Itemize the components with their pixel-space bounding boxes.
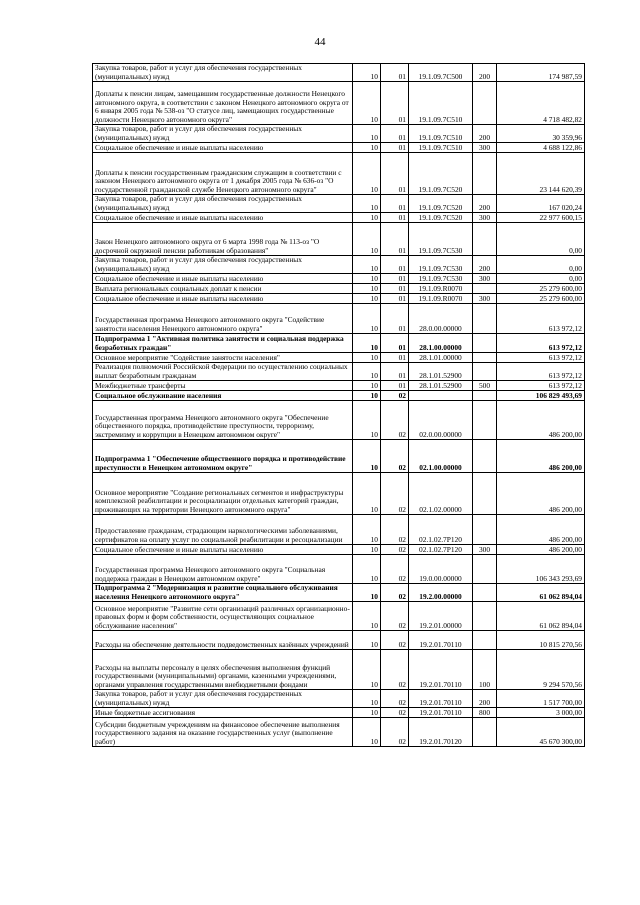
cell-name: Закупка товаров, работ и услуг для обеспечения государственных (муниципальных) нужд (93, 690, 353, 708)
cell-code: 19.1.09.R0070 (409, 284, 473, 294)
cell-section: 10 (353, 631, 381, 650)
cell-code: 19.1.09.7C520 (409, 195, 473, 213)
cell-code: 19.2.00.00000 (409, 584, 473, 602)
cell-code: 19.1.09.7C510 (409, 125, 473, 143)
cell-code: 19.2.01.00000 (409, 602, 473, 631)
cell-subsection: 01 (381, 274, 409, 284)
cell-sum: 30 359,96 (497, 125, 585, 143)
table-row (93, 256, 585, 274)
cell-name: Основное мероприятие "Содействие занятости населения" (93, 353, 353, 363)
cell-subsection: 01 (381, 143, 409, 153)
cell-code: 19.1.09.7C510 (409, 82, 473, 125)
cell-subsection: 02 (381, 631, 409, 650)
cell-subsection: 01 (381, 334, 409, 353)
cell-expense-type (473, 304, 497, 334)
cell-subsection: 02 (381, 545, 409, 555)
table-row (93, 353, 585, 363)
table-row (93, 473, 585, 515)
cell-code: 19.2.01.70110 (409, 650, 473, 690)
cell-sum: 25 279 600,00 (497, 294, 585, 304)
cell-expense-type: 300 (473, 213, 497, 223)
cell-sum: 613 972,12 (497, 304, 585, 334)
cell-expense-type (473, 363, 497, 381)
cell-section: 10 (353, 515, 381, 545)
cell-sum: 4 718 482,82 (497, 82, 585, 125)
cell-subsection: 02 (381, 515, 409, 545)
cell-section: 10 (353, 473, 381, 515)
cell-sum: 486 200,00 (497, 440, 585, 473)
cell-expense-type: 300 (473, 294, 497, 304)
table-row (93, 274, 585, 284)
page-number: 44 (314, 36, 326, 48)
cell-name: Закупка товаров, работ и услуг для обеспечения государственных (муниципальных) нужд (93, 64, 353, 82)
cell-section: 10 (353, 334, 381, 353)
cell-subsection: 01 (381, 381, 409, 391)
table-row (93, 284, 585, 294)
cell-name: Закон Ненецкого автономного округа от 6 марта 1998 года № 113-оз "О досрочной окружной пенсии работникам образования" (93, 223, 353, 256)
cell-expense-type (473, 284, 497, 294)
cell-code: 19.1.09.7C530 (409, 274, 473, 284)
table-row (93, 195, 585, 213)
table-row (93, 718, 585, 747)
cell-expense-type: 800 (473, 708, 497, 718)
cell-expense-type: 200 (473, 64, 497, 82)
cell-code: 02.1.02.00000 (409, 473, 473, 515)
cell-subsection: 01 (381, 64, 409, 82)
cell-expense-type (473, 718, 497, 747)
cell-sum: 61 062 894,04 (497, 602, 585, 631)
cell-name: Государственная программа Ненецкого автономного округа "Содействие занятости населения Ненецкого автономного округа" (93, 304, 353, 334)
cell-section: 10 (353, 363, 381, 381)
table-row (93, 440, 585, 473)
cell-sum: 613 972,12 (497, 334, 585, 353)
cell-sum: 613 972,12 (497, 381, 585, 391)
table-row (93, 602, 585, 631)
cell-section: 10 (353, 304, 381, 334)
cell-subsection: 01 (381, 125, 409, 143)
cell-subsection: 02 (381, 440, 409, 473)
cell-code: 19.2.01.70110 (409, 690, 473, 708)
cell-section: 10 (353, 223, 381, 256)
cell-name: Социальное обеспечение и иные выплаты населению (93, 274, 353, 284)
cell-section: 10 (353, 584, 381, 602)
cell-subsection: 01 (381, 256, 409, 274)
cell-expense-type (473, 555, 497, 584)
cell-code: 28.1.01.00000 (409, 353, 473, 363)
cell-subsection: 02 (381, 401, 409, 440)
cell-expense-type (473, 631, 497, 650)
cell-sum: 613 972,12 (497, 353, 585, 363)
cell-subsection: 02 (381, 473, 409, 515)
cell-code: 19.2.01.70120 (409, 718, 473, 747)
cell-name: Предоставление гражданам, страдающим наркологическими заболеваниями, сертификатов на оплату услуг по социальной реабилитации и ресоциализации (93, 515, 353, 545)
cell-expense-type: 300 (473, 545, 497, 555)
cell-section: 10 (353, 381, 381, 391)
table-row (93, 631, 585, 650)
cell-subsection: 02 (381, 584, 409, 602)
cell-sum: 167 020,24 (497, 195, 585, 213)
cell-name: Субсидии бюджетным учреждениям на финансовое обеспечение выполнения государственного задания на оказание государственных услуг (выполнение работ) (93, 718, 353, 747)
table-row (93, 304, 585, 334)
cell-name: Закупка товаров, работ и услуг для обеспечения государственных (муниципальных) нужд (93, 256, 353, 274)
cell-sum: 486 200,00 (497, 401, 585, 440)
table-row (93, 708, 585, 718)
cell-sum: 106 829 493,69 (497, 391, 585, 401)
table-row (93, 82, 585, 125)
cell-code: 28.0.00.00000 (409, 304, 473, 334)
cell-subsection: 01 (381, 363, 409, 381)
cell-section: 10 (353, 690, 381, 708)
cell-sum: 3 000,00 (497, 708, 585, 718)
cell-code: 19.1.09.7C520 (409, 153, 473, 195)
cell-name: Реализация полномочий Российской Федерации по осуществлению социальных выплат безработным гражданам (93, 363, 353, 381)
cell-code (409, 391, 473, 401)
cell-expense-type: 300 (473, 143, 497, 153)
cell-section: 10 (353, 274, 381, 284)
cell-code: 02.1.02.7P120 (409, 545, 473, 555)
table-row (93, 143, 585, 153)
cell-expense-type (473, 353, 497, 363)
table-row (93, 545, 585, 555)
cell-sum: 106 343 293,69 (497, 555, 585, 584)
cell-name: Социальное обслуживание населения (93, 391, 353, 401)
cell-sum: 174 987,59 (497, 64, 585, 82)
cell-sum: 0,00 (497, 274, 585, 284)
cell-expense-type: 200 (473, 195, 497, 213)
cell-subsection: 02 (381, 555, 409, 584)
cell-section: 10 (353, 64, 381, 82)
cell-sum: 9 294 570,56 (497, 650, 585, 690)
cell-expense-type: 200 (473, 690, 497, 708)
cell-subsection: 01 (381, 195, 409, 213)
cell-subsection: 02 (381, 708, 409, 718)
cell-code: 19.1.09.R0070 (409, 294, 473, 304)
cell-subsection: 02 (381, 690, 409, 708)
cell-code: 19.1.09.7C510 (409, 143, 473, 153)
cell-section: 10 (353, 125, 381, 143)
cell-name: Основное мероприятие "Создание региональных сегментов и инфраструктуры комплексной реабилитации и ресоциализации отдельных категорий граждан, проживающих на территории Ненецкого автономного округа" (93, 473, 353, 515)
cell-section: 10 (353, 284, 381, 294)
cell-expense-type: 200 (473, 125, 497, 143)
budget-table (92, 63, 585, 747)
cell-section: 10 (353, 213, 381, 223)
cell-code: 19.2.01.70110 (409, 631, 473, 650)
cell-sum: 1 517 700,00 (497, 690, 585, 708)
cell-name: Закупка товаров, работ и услуг для обеспечения государственных (муниципальных) нужд (93, 125, 353, 143)
table-row (93, 213, 585, 223)
cell-name: Основное мероприятие "Развитие сети организаций различных организационно-правовых форм и форм собственности, осуществляющих социальное обслуживание населения" (93, 602, 353, 631)
table-row (93, 690, 585, 708)
cell-name: Расходы на обеспечение деятельности подведомственных казённых учреждений (93, 631, 353, 650)
cell-sum: 23 144 620,39 (497, 153, 585, 195)
cell-section: 10 (353, 602, 381, 631)
cell-code: 19.1.09.7C520 (409, 213, 473, 223)
table-row (93, 223, 585, 256)
cell-code: 28.1.01.52900 (409, 381, 473, 391)
cell-code: 19.2.01.70110 (409, 708, 473, 718)
cell-section: 10 (353, 401, 381, 440)
cell-subsection: 01 (381, 82, 409, 125)
table-row (93, 334, 585, 353)
cell-code: 19.0.00.00000 (409, 555, 473, 584)
table-row (93, 555, 585, 584)
cell-expense-type (473, 153, 497, 195)
cell-sum: 613 972,12 (497, 363, 585, 381)
cell-sum: 10 815 270,56 (497, 631, 585, 650)
cell-section: 10 (353, 545, 381, 555)
table-row (93, 125, 585, 143)
cell-code: 19.1.09.7C500 (409, 64, 473, 82)
cell-code: 02.0.00.00000 (409, 401, 473, 440)
table-row (93, 381, 585, 391)
cell-name: Социальное обеспечение и иные выплаты населению (93, 143, 353, 153)
cell-subsection: 02 (381, 602, 409, 631)
cell-expense-type (473, 440, 497, 473)
cell-expense-type: 300 (473, 274, 497, 284)
cell-name: Закупка товаров, работ и услуг для обеспечения государственных (муниципальных) нужд (93, 195, 353, 213)
cell-section: 10 (353, 708, 381, 718)
cell-name: Подпрограмма 1 "Обеспечение общественного порядка и противодействие преступности в Ненецком автономном округе" (93, 440, 353, 473)
table-row (93, 650, 585, 690)
cell-code: 02.1.00.00000 (409, 440, 473, 473)
cell-sum: 25 279 600,00 (497, 284, 585, 294)
cell-section: 10 (353, 195, 381, 213)
cell-expense-type: 200 (473, 256, 497, 274)
cell-section: 10 (353, 256, 381, 274)
cell-subsection: 01 (381, 213, 409, 223)
cell-section: 10 (353, 391, 381, 401)
cell-subsection: 02 (381, 718, 409, 747)
cell-expense-type (473, 401, 497, 440)
cell-code: 19.1.09.7C530 (409, 256, 473, 274)
cell-expense-type: 100 (473, 650, 497, 690)
cell-expense-type (473, 584, 497, 602)
cell-sum: 486 200,00 (497, 473, 585, 515)
cell-name: Социальное обеспечение и иные выплаты населению (93, 213, 353, 223)
cell-name: Иные бюджетные ассигнования (93, 708, 353, 718)
table-row (93, 153, 585, 195)
table-row (93, 294, 585, 304)
cell-code: 28.1.01.52900 (409, 363, 473, 381)
cell-sum: 0,00 (497, 223, 585, 256)
cell-code: 02.1.02.7P120 (409, 515, 473, 545)
cell-code: 28.1.00.00000 (409, 334, 473, 353)
cell-section: 10 (353, 294, 381, 304)
cell-sum: 45 670 300,00 (497, 718, 585, 747)
cell-name: Межбюджетные трансферты (93, 381, 353, 391)
cell-expense-type (473, 515, 497, 545)
cell-subsection: 01 (381, 304, 409, 334)
cell-name: Подпрограмма 2 "Модернизация и развитие социального обслуживания населения Ненецкого автономного округа" (93, 584, 353, 602)
cell-expense-type (473, 82, 497, 125)
cell-sum: 22 977 600,15 (497, 213, 585, 223)
cell-name: Социальное обеспечение и иные выплаты населению (93, 545, 353, 555)
cell-expense-type (473, 602, 497, 631)
cell-name: Расходы на выплаты персоналу в целях обеспечения выполнения функций государственными (муниципальными) органами, казенными учреждениями, органами управления государственными внебюджетными фондами (93, 650, 353, 690)
table-row (93, 401, 585, 440)
cell-name: Выплата региональных социальных доплат к пенсии (93, 284, 353, 294)
cell-expense-type: 500 (473, 381, 497, 391)
cell-subsection: 01 (381, 223, 409, 256)
cell-section: 10 (353, 153, 381, 195)
cell-subsection: 01 (381, 153, 409, 195)
cell-expense-type (473, 334, 497, 353)
cell-name: Социальное обеспечение и иные выплаты населению (93, 294, 353, 304)
cell-name: Государственная программа Ненецкого автономного округа "Социальная поддержка граждан в Ненецком автономном округе" (93, 555, 353, 584)
cell-code: 19.1.09.7C530 (409, 223, 473, 256)
cell-section: 10 (353, 353, 381, 363)
cell-subsection: 01 (381, 353, 409, 363)
cell-section: 10 (353, 555, 381, 584)
cell-sum: 4 688 122,86 (497, 143, 585, 153)
cell-section: 10 (353, 440, 381, 473)
cell-sum: 486 200,00 (497, 545, 585, 555)
cell-sum: 61 062 894,04 (497, 584, 585, 602)
table-row (93, 363, 585, 381)
cell-name: Доплаты к пенсии государственным гражданским служащим в соответствии с законом Ненецкого автономного округа от 1 декабря 2005 года № 636-оз "О государственной гражданской службе Ненецкого автономного округа" (93, 153, 353, 195)
cell-subsection: 02 (381, 391, 409, 401)
cell-expense-type (473, 473, 497, 515)
cell-name: Государственная программа Ненецкого автономного округа "Обеспечение общественного порядка, противодействие преступности, терроризму, экстремизму и коррупции в Ненецком автономном округе" (93, 401, 353, 440)
cell-section: 10 (353, 718, 381, 747)
table-row (93, 584, 585, 602)
cell-section: 10 (353, 650, 381, 690)
cell-subsection: 01 (381, 284, 409, 294)
cell-expense-type (473, 223, 497, 256)
cell-section: 10 (353, 143, 381, 153)
cell-subsection: 01 (381, 294, 409, 304)
table-row (93, 64, 585, 82)
cell-name: Подпрограмма 1 "Активная политика занятости и социальная поддержка безработных граждан" (93, 334, 353, 353)
cell-name: Доплаты к пенсии лицам, замещавшим государственные должности Ненецкого автономного округа, в соответствии с законом Ненецкого автономного округа от 6 января 2005 года № 538-оз "О статусе лиц, замещающих государственные должности Ненецкого автономного округа" (93, 82, 353, 125)
table-row (93, 391, 585, 401)
cell-section: 10 (353, 82, 381, 125)
table-row (93, 515, 585, 545)
cell-sum: 486 200,00 (497, 515, 585, 545)
cell-sum: 0,00 (497, 256, 585, 274)
cell-subsection: 02 (381, 650, 409, 690)
cell-expense-type (473, 391, 497, 401)
